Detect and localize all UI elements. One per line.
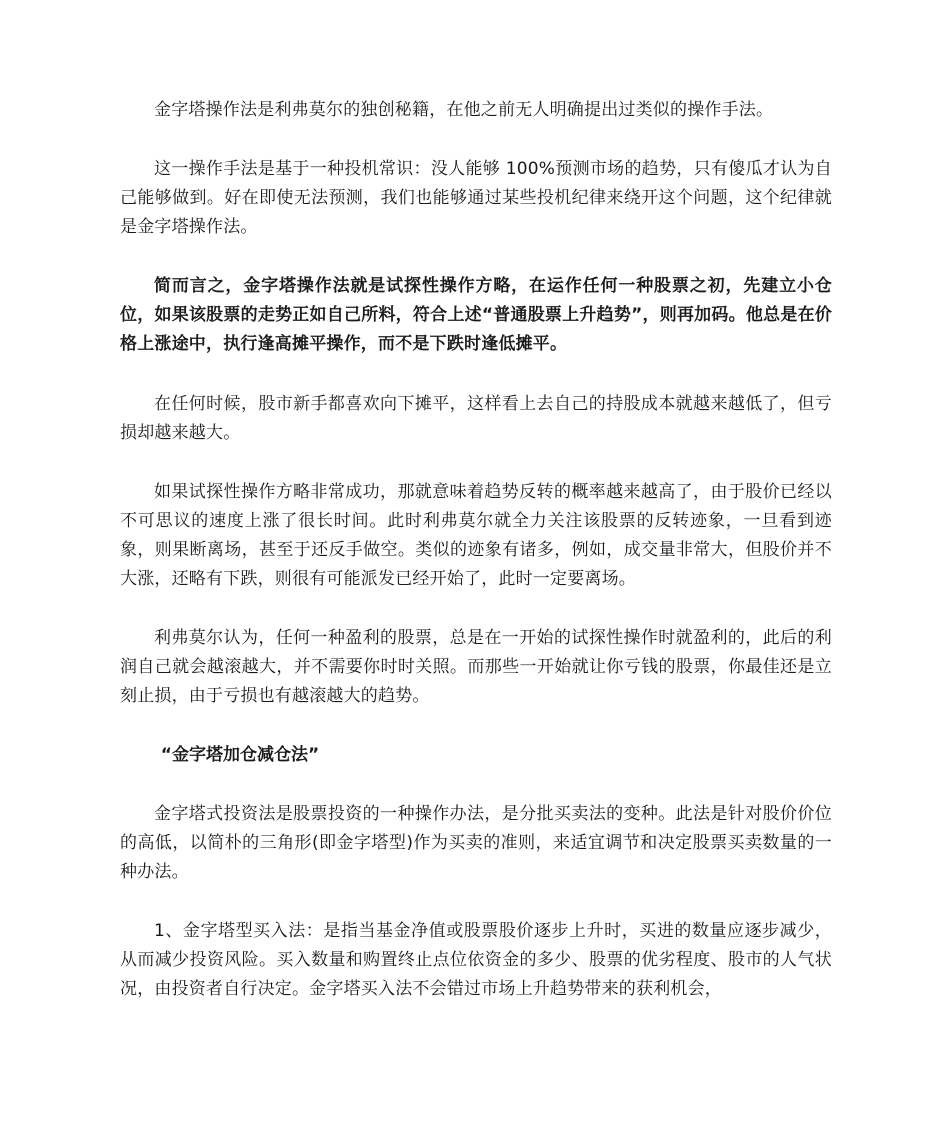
section-heading: “金字塔加仓减仓法” [160,745,320,765]
paragraph-summary-bold: 简而言之，金字塔操作法就是试探性操作方略，在运作任何一种股票之初，先建立小仓位，如果该股票的走势正如自己所料，符合上述“普通股票上升趋势”，则再加码。他总是在价格上涨途中，执行逢高摊平操作，而不是下跌时逢低摊平。 [120,276,832,354]
paragraph-intro: 金字塔操作法是利弗莫尔的独创秘籍，在他之前无人明确提出过类似的操作手法。 [154,100,774,120]
document-page [120,96,832,1004]
paragraph-reversal-signs: 如果试探性操作方略非常成功，那就意味着趋势反转的概率越来越高了，由于股价已经以不可思议的速度上涨了很长时间。此时利弗莫尔就全力关注该股票的反转迹象，一旦看到迹象，则果断离场，甚至于还反手做空。类似的迹象有诸多，例如，成交量非常大，但股价并不大涨，还略有下跌，则很有可能派发已经开始了，此时一定要离场。 [120,482,832,589]
paragraph-speculation-common-sense: 这一操作手法是基于一种投机常识：没人能够 100%预测市场的趋势，只有傻瓜才认为自己能够做到。好在即使无法预测，我们也能够通过某些投机纪律来绕开这个问题，这个纪律就是金字塔操作法。 [120,159,832,237]
paragraph-livermore-view: 利弗莫尔认为，任何一种盈利的股票，总是在一开始的试探性操作时就盈利的，此后的利润自己就会越滚越大，并不需要你时时关照。而那些一开始就让你亏钱的股票，你最佳还是立刻止损，由于亏损也有越滚越大的趋势。 [120,628,832,706]
paragraph-novice-averaging: 在任何时候，股市新手都喜欢向下摊平，这样看上去自己的持股成本就越来越低了，但亏损却越来越大。 [120,394,832,443]
paragraph-pyramid-definition: 金字塔式投资法是股票投资的一种操作办法，是分批买卖法的变种。此法是针对股价价位的高低，以简朴的三角形(即金字塔型)作为买卖的准则，来适宜调节和决定股票买卖数量的一种办法。 [120,804,832,882]
paragraph-pyramid-buy-method: 1、金字塔型买入法：是指当基金净值或股票股价逐步上升时，买进的数量应逐步减少，从而减少投资风险。买入数量和购置终止点位依资金的多少、股票的优劣程度、股市的人气状况，由投资者自行决定。金字塔买入法不会错过市场上升趋势带来的获利机会， [120,921,832,999]
